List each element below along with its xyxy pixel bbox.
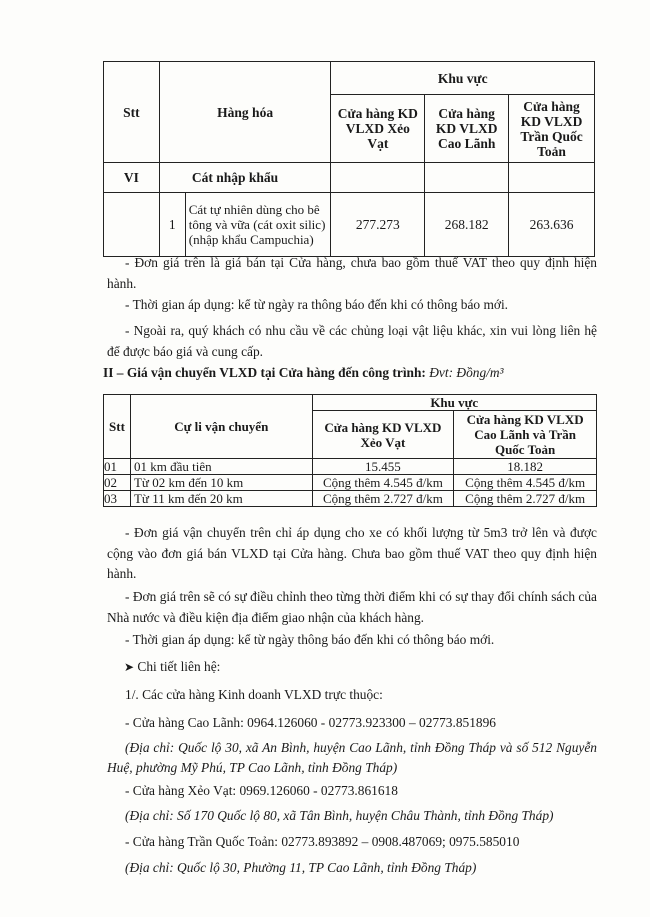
header-stt: Stt xyxy=(104,395,131,459)
arrow-icon: ➤ xyxy=(124,660,135,674)
price-table xyxy=(103,61,595,257)
note-other-materials: - Ngoài ra, quý khách có nhu cầu về các chủng loại vật liệu khác, xin vui lòng liên hệ để được báo giá và cung cấp. xyxy=(107,323,597,359)
row-price-cao-lanh: 268.182 xyxy=(425,193,509,257)
store-cao-lanh-address: (Địa chỉ: Quốc lộ 30, xã An Bình, huyện Cao Lãnh, tỉnh Đồng Tháp và số 512 Nguyễn Huệ, phường Mỹ Phú, TP Cao Lãnh, tỉnh Đồng Tháp) xyxy=(107,740,597,775)
note-apply-time-2: - Thời gian áp dụng: kể từ ngày thông báo đến khi có thông báo mới. xyxy=(125,632,495,647)
header-store-cao-lanh-tqt: Cửa hàng KD VLXD Cao Lãnh và Trần Quốc Toản xyxy=(454,411,597,459)
store-cao-lanh-phone: - Cửa hàng Cao Lãnh: 0964.126060 - 02773.923300 – 02773.851896 xyxy=(125,715,497,730)
table-row: 01 01 km đầu tiên 15.455 18.182 xyxy=(104,459,597,475)
row-price-tran-quoc-toan: 263.636 xyxy=(509,193,595,257)
section-name: Cát nhập khẩu xyxy=(159,163,331,193)
header-store-tran-quoc-toan: Cửa hàng KD VLXD Trần Quốc Toản xyxy=(509,95,595,163)
contact-heading: ➤ Chi tiết liên hệ: xyxy=(124,659,221,674)
transport-price-table xyxy=(103,394,597,507)
store-tran-quoc-toan-phone: - Cửa hàng Trần Quốc Toản: 02773.893892 – 0908.487069; 0975.585010 xyxy=(125,834,520,849)
store-xeo-vat-phone: - Cửa hàng Xẻo Vạt: 0969.126060 - 02773.861618 xyxy=(125,783,398,798)
header-distance: Cự li vận chuyển xyxy=(130,395,312,459)
store-tran-quoc-toan-address: (Địa chỉ: Quốc lộ 30, Phường 11, TP Cao Lãnh, tỉnh Đồng Tháp) xyxy=(125,860,477,875)
contact-subheading: 1/. Các cửa hàng Kinh doanh VLXD trực thuộc: xyxy=(125,687,383,702)
note-transport-vat: - Đơn giá vận chuyển trên chỉ áp dụng cho xe có khối lượng từ 5m3 trở lên và được cộng vào đơn giá bán VLXD tại Cửa hàng. Chưa bao gồm thuế VAT theo quy định hiện hành. xyxy=(107,525,597,581)
header-goods: Hàng hóa xyxy=(159,62,331,163)
header-store-xeo-vat: Cửa hàng KD VLXD Xẻo Vạt xyxy=(312,411,454,459)
row-number: 1 xyxy=(159,193,185,257)
section-number: VI xyxy=(104,163,160,193)
section-title: II – Giá vận chuyển VLXD tại Cửa hàng đến công trình: Đvt: Đồng/m³ xyxy=(103,365,504,380)
table-row: 02 Từ 02 km đến 10 km Cộng thêm 4.545 đ/km Cộng thêm 4.545 đ/km xyxy=(104,475,597,491)
header-store-cao-lanh: Cửa hàng KD VLXD Cao Lãnh xyxy=(425,95,509,163)
row-price-xeo-vat: 277.273 xyxy=(331,193,425,257)
table-row: 03 Từ 11 km đến 20 km Cộng thêm 2.727 đ/km Cộng thêm 2.727 đ/km xyxy=(104,491,597,507)
header-stt: Stt xyxy=(104,62,160,163)
header-region: Khu vực xyxy=(312,395,596,411)
store-xeo-vat-address: (Địa chỉ: Số 170 Quốc lộ 80, xã Tân Bình, huyện Châu Thành, tỉnh Đồng Tháp) xyxy=(125,808,554,823)
note-apply-time: - Thời gian áp dụng: kể từ ngày ra thông báo đến khi có thông báo mới. xyxy=(125,297,509,312)
header-region: Khu vực xyxy=(331,62,595,95)
note-price-adjustment: - Đơn giá trên sẽ có sự điều chỉnh theo từng thời điểm khi có sự thay đổi chính sách của Nhà nước và điều kiện địa điểm giao nhận của khách hàng. xyxy=(107,589,597,625)
note-vat: - Đơn giá trên là giá bán tại Cửa hàng, chưa bao gồm thuế VAT theo quy định hiện hành. xyxy=(107,255,597,291)
row-goods-name: Cát tự nhiên dùng cho bê tông và vữa (cát oxit silic) (nhập khẩu Campuchia) xyxy=(185,193,331,257)
header-store-xeo-vat: Cửa hàng KD VLXD Xẻo Vạt xyxy=(331,95,425,163)
